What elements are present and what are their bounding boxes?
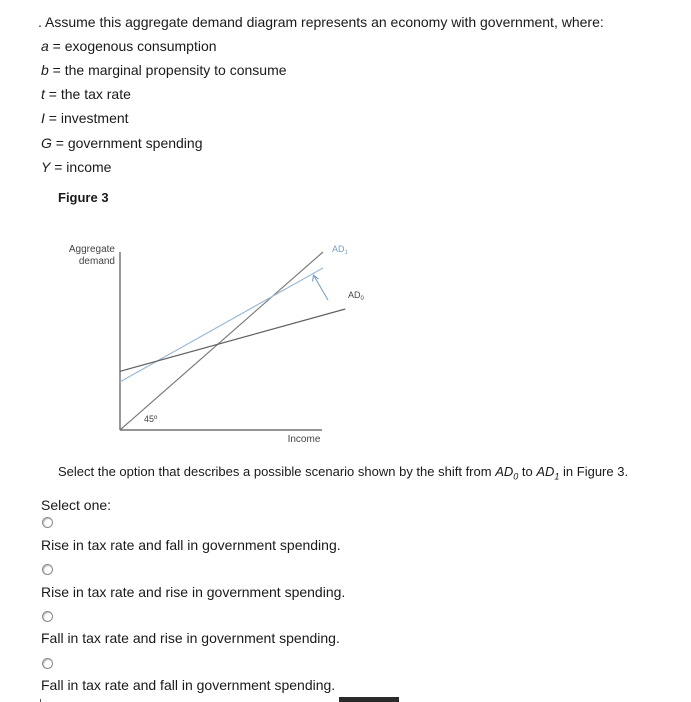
definition-symbol: I xyxy=(41,110,45,126)
series-label-ad1-main: AD xyxy=(332,244,345,254)
prompt-ad0 xyxy=(495,464,519,482)
series-label-ad1 xyxy=(332,244,349,256)
series-label-ad0-sub: 0 xyxy=(360,296,364,302)
prompt-after: in Figure 3. xyxy=(559,464,629,479)
option-4-label[interactable]: Fall in tax rate and fall in government spending. xyxy=(41,677,336,693)
definition-text: = exogenous consumption xyxy=(48,38,217,54)
y-axis-label-line2: demand xyxy=(78,256,115,267)
prompt-ad0-main: AD xyxy=(495,464,514,479)
series-label-ad0 xyxy=(348,290,365,302)
definition-text: = the marginal propensity to consume xyxy=(48,62,287,78)
line-ad1 xyxy=(120,268,323,382)
option-3-radio[interactable] xyxy=(42,611,53,622)
prompt-ad1-main: AD xyxy=(536,464,555,479)
prompt-middle: to xyxy=(518,464,537,479)
select-one-label: Select one: xyxy=(41,497,112,513)
definition-y xyxy=(41,159,111,176)
shift-arrow-shaft xyxy=(314,276,328,300)
definition-symbol: Y xyxy=(41,159,51,175)
prompt-before: Select the option that describes a possible scenario shown by the shift from xyxy=(58,464,496,479)
option-2-label[interactable]: Rise in tax rate and rise in government spending. xyxy=(41,584,346,600)
option-3-label[interactable]: Fall in tax rate and rise in government spending. xyxy=(41,630,340,646)
angle-label: 45º xyxy=(144,414,158,424)
option-1-radio[interactable] xyxy=(42,517,53,528)
definition-text: = the tax rate xyxy=(44,86,131,102)
figure-title: Figure 3 xyxy=(58,190,109,205)
definition-text: = income xyxy=(50,159,112,175)
question-prompt xyxy=(58,463,628,486)
option-2-radio[interactable] xyxy=(42,564,53,575)
definition-symbol: b xyxy=(41,62,49,78)
y-axis-label-line1: Aggregate xyxy=(68,244,115,255)
definition-t xyxy=(41,86,131,103)
definition-symbol: t xyxy=(41,86,45,102)
prompt-ad0-sub: 0 xyxy=(513,471,519,482)
series-label-ad1-sub: 1 xyxy=(344,250,348,256)
definition-b xyxy=(41,62,287,79)
line-45-degree xyxy=(120,252,323,430)
aggregate-demand-diagram xyxy=(60,236,380,448)
prompt-ad1 xyxy=(536,464,560,482)
option-1-label[interactable]: Rise in tax rate and fall in government spending. xyxy=(41,537,341,553)
prompt-ad1-sub: 1 xyxy=(554,471,560,482)
definition-text: = investment xyxy=(44,110,129,126)
option-4-radio[interactable] xyxy=(42,658,53,669)
definition-g xyxy=(41,135,203,152)
definition-i xyxy=(41,110,129,127)
x-axis-label: Income xyxy=(287,434,321,445)
question-intro: . Assume this aggregate demand diagram represents an economy with government, where: xyxy=(38,14,604,30)
definition-symbol: a xyxy=(41,38,49,54)
bottom-button-edge[interactable] xyxy=(339,697,399,702)
series-label-ad0-main: AD xyxy=(348,290,361,300)
definition-a xyxy=(41,38,217,55)
definition-symbol: G xyxy=(41,135,52,151)
definition-text: = government spending xyxy=(51,135,203,151)
